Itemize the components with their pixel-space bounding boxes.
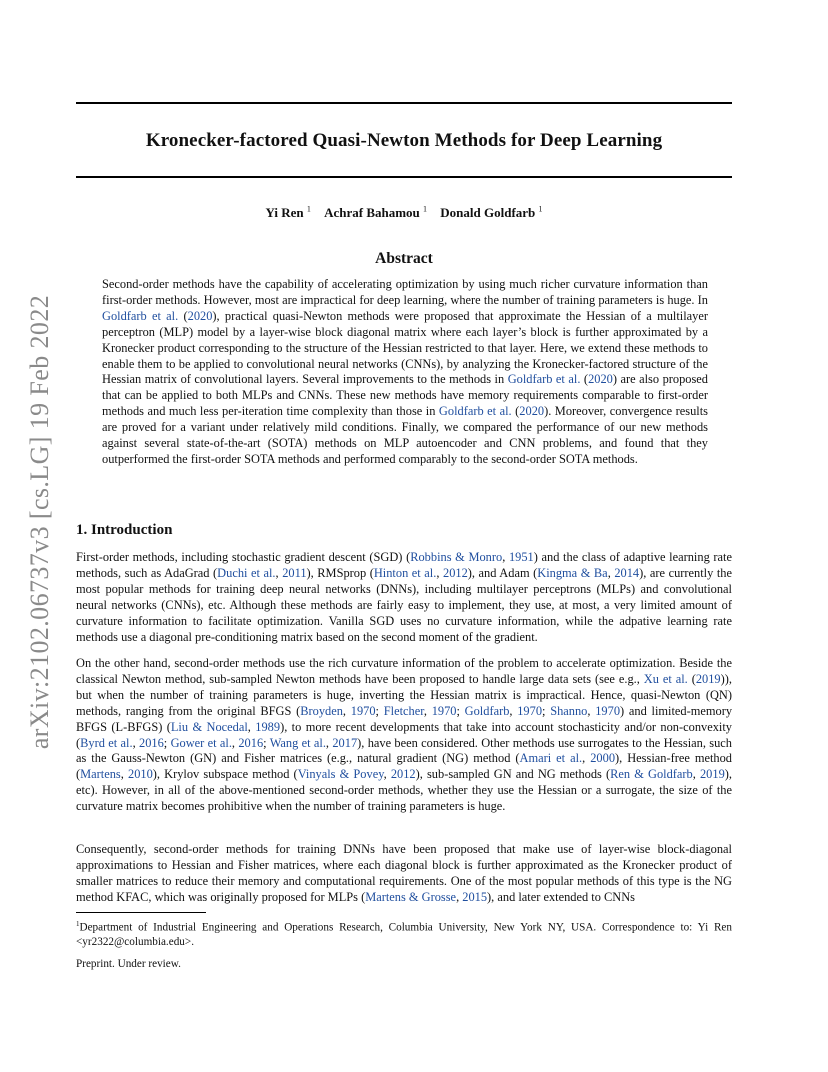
preprint-note: Preprint. Under review. xyxy=(76,958,181,970)
citation-link[interactable]: Kingma & Ba xyxy=(537,565,608,580)
citation-link[interactable]: 2000 xyxy=(590,751,616,766)
text-run: )), but when the number of training parameters is huge, inverting the Hessian matrix is impractical. Hence, quasi-Newton (QN) methods, ranging from the original BFGS ( xyxy=(76,671,732,718)
citation-link[interactable]: 1989 xyxy=(255,719,281,734)
text-run: , xyxy=(502,550,509,564)
citation-link[interactable]: 2020 xyxy=(519,404,545,419)
text-run: ( xyxy=(580,372,589,387)
title-rule-top xyxy=(76,102,732,104)
text-run: Second-order methods have the capability of accelerating optimization by using much richer curvature information than first-order methods. However, most are impractical for deep learning, where the number of training parameters is huge. In xyxy=(102,277,708,307)
paper-title: Kronecker-factored Quasi-Newton Methods for Deep Learning xyxy=(145,130,663,151)
text-run: ), to more recent developments that take into account stochasticity and/or non-convexity ( xyxy=(76,719,732,750)
citation-link[interactable]: 2020 xyxy=(588,372,613,387)
text-run: ), practical quasi-Newton methods were proposed that approximate the Hessian of a multilayer perceptron (MLP) model by a layer-wise block diagonal matrix where each layer’s block is further approximated by a Kronecker product corresponding to the structure of the Hessian restricted to that layer. Here, we extend these methods to enable them to be applied to convolutional neural networks (CNNs), by analyzing the Kronecker-factored structure of the Hessian matrix of convolutional layers. Several improvements to the methods in xyxy=(102,308,708,387)
citation-link[interactable]: Wang et al. xyxy=(269,735,326,750)
citation-link[interactable]: 2016 xyxy=(139,735,164,750)
citation-link[interactable]: 1970 xyxy=(595,703,621,718)
text-run: ; xyxy=(375,703,384,718)
text-run: ; xyxy=(456,703,465,718)
text-run: ( xyxy=(687,671,696,686)
text-run: ), etc). However, in all of the above-mentioned second-order methods, whether they use the Hessian or a surrogate, the size of the curvature matrix becomes prohibitive when the number of training parameters is huge. xyxy=(76,767,732,814)
citation-link[interactable]: Gower et al. xyxy=(170,735,232,750)
text-run: , xyxy=(692,767,700,782)
citation-link[interactable]: 2016 xyxy=(238,735,264,750)
text-run: ), sub-sampled GN and NG methods ( xyxy=(415,767,611,782)
text-run: , xyxy=(607,565,615,580)
text-run: , xyxy=(509,703,518,718)
citation-link[interactable]: 2015 xyxy=(462,889,488,904)
citation-link[interactable]: 2019 xyxy=(695,671,721,686)
citation-link[interactable]: Goldfarb et al. xyxy=(438,404,512,419)
citation-link[interactable]: Goldfarb xyxy=(464,703,510,718)
citation-link[interactable]: 2012 xyxy=(390,767,416,782)
citation-link[interactable]: Fletcher xyxy=(383,703,424,718)
citation-link[interactable]: 2014 xyxy=(614,565,640,580)
text-run: ) are also proposed that can be applied to both MLPs and CNNs. These new methods have memory requirements comparable to first-order methods and much less per-iteration time complexity than those in xyxy=(102,372,708,419)
citation-link[interactable]: Liu & Nocedal xyxy=(170,719,248,734)
text-run: , xyxy=(423,703,432,718)
text-run: ; xyxy=(542,703,551,718)
abstract-heading: Abstract xyxy=(375,250,433,267)
text-run: ), have been considered. Other methods use surrogates to the Hessian, such as the Gauss-Newton (GN) and Fisher matrices (e.g., natural gradient (NG) method ( xyxy=(76,735,732,766)
citation-link[interactable]: Martens & Grosse xyxy=(365,889,457,904)
text-run: , xyxy=(120,767,128,782)
citation-link[interactable]: 2019 xyxy=(699,767,725,782)
author xyxy=(324,205,427,220)
author-name: Achraf Bahamou xyxy=(324,205,420,221)
citation-link[interactable]: 2017 xyxy=(332,735,358,750)
citation-link[interactable]: Hinton et al. xyxy=(373,565,437,580)
citation-link[interactable]: Byrd et al. xyxy=(80,735,133,750)
affiliation-mark: 1 xyxy=(538,205,543,214)
intro-paragraph-1 xyxy=(76,550,732,645)
text-run: , xyxy=(456,889,463,904)
citation-link[interactable]: Duchi et al. xyxy=(217,565,276,580)
citation-link[interactable]: Martens xyxy=(80,767,121,782)
text-run: , xyxy=(325,735,333,750)
citation-link[interactable]: Goldfarb et al. xyxy=(507,372,581,387)
text-run: ), Krylov subspace method ( xyxy=(152,767,298,782)
author-name: Donald Goldfarb xyxy=(440,205,536,221)
text-run: , xyxy=(436,565,443,580)
citation-link[interactable]: 2010 xyxy=(128,767,153,782)
text-run: , xyxy=(587,703,596,718)
citation-link[interactable]: Shanno xyxy=(550,703,588,718)
section-heading-introduction: 1. Introduction xyxy=(76,522,173,538)
citation-link[interactable]: 2011 xyxy=(282,565,307,580)
citation-link[interactable]: Broyden xyxy=(300,703,343,718)
text-run: ; xyxy=(163,735,171,750)
footnote-text: Department of Industrial Engineering and Operations Research, Columbia University, New York NY, USA. Correspondence to: Yi Ren <yr2322@columbia.edu>. xyxy=(76,921,732,949)
citation-link[interactable]: Goldfarb et al. xyxy=(102,308,179,323)
footnote xyxy=(76,917,732,950)
citation-link[interactable]: 1970 xyxy=(350,703,376,718)
citation-link[interactable]: 1951 xyxy=(508,550,534,564)
author xyxy=(265,205,310,220)
citation-link[interactable]: 2012 xyxy=(443,565,468,580)
text-run: , xyxy=(231,735,239,750)
text-run: ; xyxy=(263,735,270,750)
citation-link[interactable]: 2020 xyxy=(187,308,213,323)
text-run: , xyxy=(247,719,256,734)
text-run: ), RMSprop ( xyxy=(306,565,374,580)
author xyxy=(440,205,542,220)
author-list xyxy=(76,205,732,221)
author-name: Yi Ren xyxy=(265,205,304,221)
text-run: , xyxy=(582,751,591,766)
text-run: ). Moreover, convergence results are proved for a variant under relatively mild conditions. Finally, we compared the performance of our new methods against several state-of-the-art (SOTA) methods on MLP autoencoder and CNN problems, and found that they outperformed the first-order SOTA methods and performed comparably to the second-order SOTA methods. xyxy=(102,404,708,466)
text-run: ), and Adam ( xyxy=(467,565,538,580)
footnote-mark: 1 xyxy=(76,920,80,928)
affiliation-mark: 1 xyxy=(423,205,428,214)
intro-paragraph-3 xyxy=(76,842,732,906)
text-run: Consequently, second-order methods for training DNNs have been proposed that make use of layer-wise block-diagonal approximations to Hessian and Fisher matrices, where each diagonal block is further approximated as the Kronecker product of smaller matrices to reduce their memory and computational requirements. One of the most popular methods of this type is the NG method KFAC, which was originally proposed for MLPs ( xyxy=(76,842,732,904)
text-run: ), and later extended to CNNs xyxy=(487,889,636,904)
text-run: ( xyxy=(511,404,520,419)
text-run: ), are currently the most popular methods for training deep neural networks (DNNs), including multilayer perceptrons (MLPs) and convolutional neural networks (CNNs), etc. Although these methods are fairly easy to implement, they use, at most, a very limited amount of curvature information to facilitate optimization. Vanilla SGD uses no curvature information, while the adpative learning rate methods use a diagonal pre-conditioning matrix based on the second moment of the gradient. xyxy=(76,565,732,644)
text-run: First-order methods, including stochastic gradient descent (SGD) ( xyxy=(76,550,411,564)
abstract-body xyxy=(102,277,708,468)
footnote-rule xyxy=(76,912,206,913)
arxiv-stamp: arXiv:2102.06737v3 [cs.LG] 19 Feb 2022 xyxy=(25,294,54,750)
citation-link[interactable]: 1970 xyxy=(431,703,457,718)
text-run: , xyxy=(275,565,283,580)
citation-link[interactable]: 1970 xyxy=(517,703,543,718)
text-run: , xyxy=(383,767,391,782)
text-run: , xyxy=(132,735,139,750)
text-run: ), Hessian-free method ( xyxy=(76,751,732,782)
intro-paragraph-2 xyxy=(76,656,732,815)
text-run: , xyxy=(342,703,351,718)
text-run: ( xyxy=(178,308,188,323)
citation-link[interactable]: Xu et al. xyxy=(643,671,688,686)
citation-link[interactable]: Amari et al. xyxy=(519,751,583,766)
citation-link[interactable]: Ren & Goldfarb xyxy=(610,767,693,782)
affiliation-mark: 1 xyxy=(306,205,311,214)
text-run: On the other hand, second-order methods use the rich curvature information of the problem to accelerate optimization. Beside the classical Newton method, sub-sampled Newton methods have been proposed to handle large data sets (see e.g., xyxy=(76,656,732,686)
text-run: ) and the class of adaptive learning rate methods, such as AdaGrad ( xyxy=(76,550,732,580)
title-rule-bottom xyxy=(76,176,732,178)
citation-link[interactable]: Vinyals & Povey xyxy=(297,767,384,782)
text-run: ) and limited-memory BFGS (L-BFGS) ( xyxy=(76,703,733,734)
citation-link[interactable]: Robbins & Monro xyxy=(410,550,503,564)
